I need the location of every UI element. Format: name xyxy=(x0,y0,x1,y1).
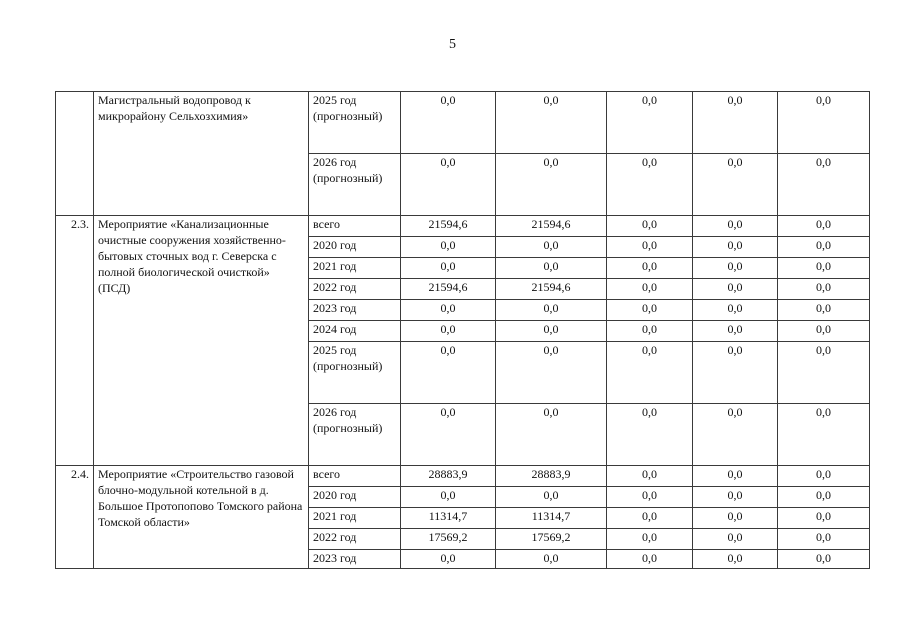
value-cell: 0,0 xyxy=(496,404,607,466)
item-code: 2.4. xyxy=(56,466,94,569)
item-code xyxy=(56,92,94,216)
value-cell: 0,0 xyxy=(607,216,693,237)
table-row xyxy=(56,216,870,237)
value-cell: 0,0 xyxy=(778,237,870,258)
value-cell: 0,0 xyxy=(778,404,870,466)
value-cell: 0,0 xyxy=(401,92,496,154)
value-cell: 0,0 xyxy=(607,404,693,466)
value-cell: 0,0 xyxy=(607,529,693,550)
value-cell: 0,0 xyxy=(778,216,870,237)
page-number: 5 xyxy=(449,37,456,52)
value-cell: 0,0 xyxy=(401,258,496,279)
value-cell: 0,0 xyxy=(693,466,778,487)
period-cell: 2026 год (прогнозный) xyxy=(309,154,401,216)
value-cell: 21594,6 xyxy=(401,279,496,300)
value-cell: 0,0 xyxy=(607,487,693,508)
value-cell: 0,0 xyxy=(607,508,693,529)
value-cell: 0,0 xyxy=(496,300,607,321)
item-name: Магистральный водопровод к микрорайону Сельхозхимия» xyxy=(94,92,309,216)
value-cell: 0,0 xyxy=(607,342,693,404)
value-cell: 0,0 xyxy=(496,258,607,279)
value-cell: 11314,7 xyxy=(496,508,607,529)
value-cell: 0,0 xyxy=(693,92,778,154)
value-cell: 0,0 xyxy=(607,92,693,154)
value-cell: 0,0 xyxy=(693,279,778,300)
table-row xyxy=(56,466,870,487)
value-cell: 0,0 xyxy=(693,321,778,342)
value-cell: 0,0 xyxy=(693,508,778,529)
value-cell: 0,0 xyxy=(607,237,693,258)
period-cell: 2026 год (прогнозный) xyxy=(309,404,401,466)
value-cell: 0,0 xyxy=(693,487,778,508)
table-row xyxy=(56,92,870,154)
period-cell: 2025 год (прогнозный) xyxy=(309,342,401,404)
period-cell: 2024 год xyxy=(309,321,401,342)
value-cell: 0,0 xyxy=(778,342,870,404)
value-cell: 28883,9 xyxy=(496,466,607,487)
value-cell: 0,0 xyxy=(401,321,496,342)
period-cell: всего xyxy=(309,466,401,487)
value-cell: 17569,2 xyxy=(496,529,607,550)
value-cell: 11314,7 xyxy=(401,508,496,529)
value-cell: 0,0 xyxy=(693,342,778,404)
period-cell: 2023 год xyxy=(309,300,401,321)
value-cell: 0,0 xyxy=(607,258,693,279)
value-cell: 0,0 xyxy=(496,154,607,216)
period-cell: 2021 год xyxy=(309,508,401,529)
value-cell: 0,0 xyxy=(778,258,870,279)
value-cell: 0,0 xyxy=(401,404,496,466)
value-cell: 0,0 xyxy=(778,92,870,154)
value-cell: 0,0 xyxy=(693,237,778,258)
period-cell: 2021 год xyxy=(309,258,401,279)
value-cell: 0,0 xyxy=(607,321,693,342)
period-cell: 2023 год xyxy=(309,550,401,569)
value-cell: 0,0 xyxy=(693,529,778,550)
value-cell: 0,0 xyxy=(778,466,870,487)
period-cell: 2022 год xyxy=(309,529,401,550)
value-cell: 0,0 xyxy=(778,154,870,216)
value-cell: 0,0 xyxy=(496,487,607,508)
value-cell: 21594,6 xyxy=(496,279,607,300)
item-name: Мероприятие «Строительство газовой блочно-модульной котельной в д. Большое Протопопово Томского района Томской области» xyxy=(94,466,309,569)
value-cell: 0,0 xyxy=(496,92,607,154)
value-cell: 21594,6 xyxy=(401,216,496,237)
period-cell: 2022 год xyxy=(309,279,401,300)
budget-table xyxy=(55,91,870,569)
value-cell: 21594,6 xyxy=(496,216,607,237)
value-cell: 17569,2 xyxy=(401,529,496,550)
value-cell: 0,0 xyxy=(401,237,496,258)
value-cell: 0,0 xyxy=(496,550,607,569)
period-cell: 2025 год (прогнозный) xyxy=(309,92,401,154)
value-cell: 0,0 xyxy=(693,300,778,321)
value-cell: 0,0 xyxy=(693,154,778,216)
value-cell: 0,0 xyxy=(607,279,693,300)
item-name: Мероприятие «Канализационные очистные сооружения хозяйственно-бытовых сточных вод г. Северска с полной биологической очисткой» (ПСД) xyxy=(94,216,309,466)
value-cell: 28883,9 xyxy=(401,466,496,487)
value-cell: 0,0 xyxy=(693,216,778,237)
value-cell: 0,0 xyxy=(607,466,693,487)
value-cell: 0,0 xyxy=(693,550,778,569)
value-cell: 0,0 xyxy=(496,237,607,258)
value-cell: 0,0 xyxy=(778,321,870,342)
value-cell: 0,0 xyxy=(607,550,693,569)
value-cell: 0,0 xyxy=(496,342,607,404)
value-cell: 0,0 xyxy=(607,300,693,321)
item-code: 2.3. xyxy=(56,216,94,466)
value-cell: 0,0 xyxy=(401,487,496,508)
period-cell: 2020 год xyxy=(309,237,401,258)
value-cell: 0,0 xyxy=(778,508,870,529)
value-cell: 0,0 xyxy=(401,550,496,569)
value-cell: 0,0 xyxy=(778,300,870,321)
value-cell: 0,0 xyxy=(401,154,496,216)
period-cell: всего xyxy=(309,216,401,237)
value-cell: 0,0 xyxy=(496,321,607,342)
value-cell: 0,0 xyxy=(401,342,496,404)
value-cell: 0,0 xyxy=(607,154,693,216)
value-cell: 0,0 xyxy=(778,279,870,300)
period-cell: 2020 год xyxy=(309,487,401,508)
value-cell: 0,0 xyxy=(778,487,870,508)
value-cell: 0,0 xyxy=(778,529,870,550)
value-cell: 0,0 xyxy=(693,404,778,466)
value-cell: 0,0 xyxy=(401,300,496,321)
value-cell: 0,0 xyxy=(693,258,778,279)
value-cell: 0,0 xyxy=(778,550,870,569)
